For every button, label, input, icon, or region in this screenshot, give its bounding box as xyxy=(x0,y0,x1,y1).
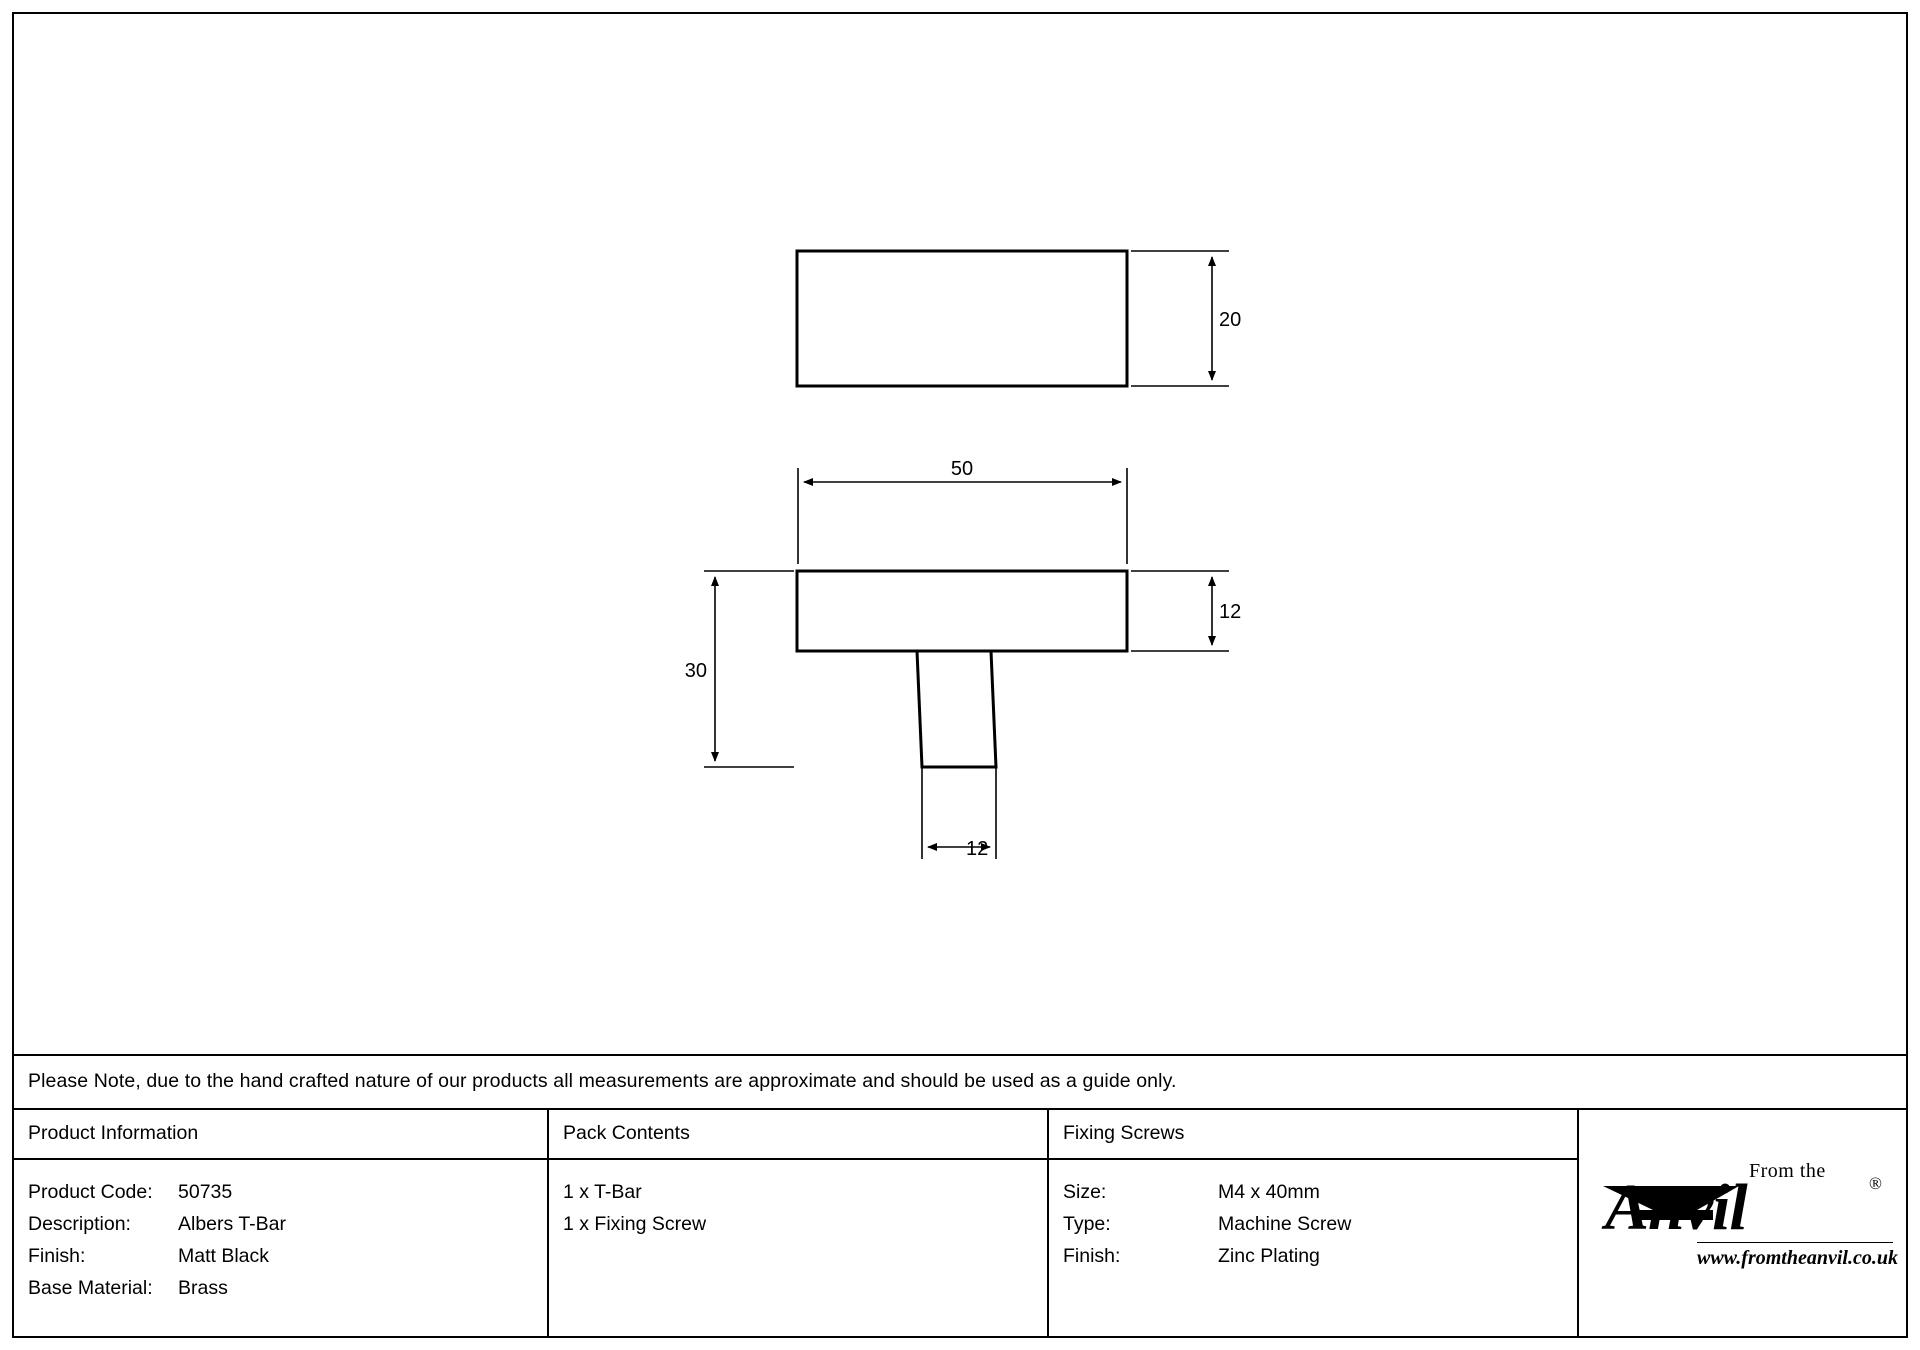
fixing-screws-heading: Fixing Screws xyxy=(1063,1122,1185,1144)
row-label: Size: xyxy=(1063,1181,1107,1203)
fixing-screws-list xyxy=(1063,1176,1351,1272)
table-row xyxy=(1063,1176,1351,1208)
dim-label-30: 30 xyxy=(684,660,707,682)
divider xyxy=(549,1158,1047,1160)
pack-contents-column xyxy=(549,1110,1049,1338)
info-row xyxy=(14,1108,1906,1338)
table-row xyxy=(1063,1240,1351,1272)
row-value: Albers T-Bar xyxy=(178,1213,287,1235)
note-text: Please Note, due to the hand crafted nature of our products all measurements are approximate and should be used as a guide only. xyxy=(28,1070,1177,1092)
list-item: 1 x T-Bar xyxy=(563,1181,642,1203)
row-value: Zinc Plating xyxy=(1218,1245,1320,1267)
top-view-rectangle xyxy=(797,251,1127,386)
logo-anvil-text: Anvil xyxy=(1605,1171,1747,1244)
technical-drawing-area xyxy=(14,14,1906,1054)
row-label: Description: xyxy=(28,1213,131,1235)
row-label: Type: xyxy=(1063,1213,1111,1235)
fixing-screws-column xyxy=(1049,1110,1579,1338)
divider xyxy=(14,1158,547,1160)
dim-label-12-thickness: 12 xyxy=(1219,601,1242,623)
product-information-list xyxy=(28,1176,286,1304)
row-value: Matt Black xyxy=(178,1245,270,1267)
dim-label-12-stem: 12 xyxy=(966,838,989,860)
divider xyxy=(1697,1242,1893,1243)
registered-trademark-icon: ® xyxy=(1869,1174,1882,1193)
row-value: Brass xyxy=(178,1277,228,1299)
row-value: Machine Screw xyxy=(1218,1213,1352,1235)
row-value: M4 x 40mm xyxy=(1218,1181,1320,1203)
note-row xyxy=(14,1054,1906,1108)
table-row xyxy=(28,1208,286,1240)
divider xyxy=(1049,1158,1577,1160)
product-information-heading: Product Information xyxy=(28,1122,199,1144)
table-row xyxy=(28,1272,286,1304)
logo-from-the-text: From the xyxy=(1749,1160,1826,1182)
table-row xyxy=(28,1176,286,1208)
list-item: 1 x Fixing Screw xyxy=(563,1213,707,1235)
table-row xyxy=(1063,1208,1351,1240)
pack-contents-heading: Pack Contents xyxy=(563,1122,690,1144)
row-label: Finish: xyxy=(28,1245,86,1267)
front-view-t-bar xyxy=(797,571,1127,767)
from-the-anvil-logo xyxy=(1601,1154,1898,1284)
product-drawing-svg xyxy=(14,14,1906,1052)
drawing-sheet xyxy=(12,12,1908,1338)
product-information-column xyxy=(14,1110,549,1338)
table-row xyxy=(28,1240,286,1272)
row-label: Product Code: xyxy=(28,1181,153,1203)
dim-label-50: 50 xyxy=(950,458,974,480)
pack-contents-list xyxy=(563,1176,706,1240)
row-label: Base Material: xyxy=(28,1277,153,1299)
row-label: Finish: xyxy=(1063,1245,1121,1267)
dim-label-20: 20 xyxy=(1219,309,1242,331)
brand-logo-column xyxy=(1579,1110,1906,1338)
row-value: 50735 xyxy=(178,1181,233,1203)
logo-website-url: www.fromtheanvil.co.uk xyxy=(1697,1247,1898,1269)
